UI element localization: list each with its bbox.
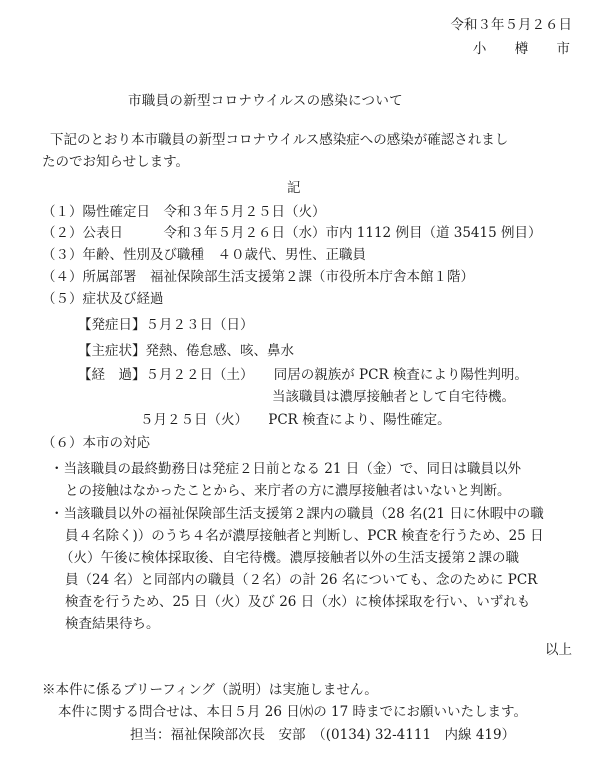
response-bullet-2-line-4: 員（24 名）と同部内の職員（２名）の計 26 名についても、念のために PCR [65, 572, 538, 588]
course-line-3: ５月２５日（火） PCR 検査により、陽性確定。 [140, 412, 451, 428]
course-line-1: 【経 過】５月２２日（土） 同居の親族が PCR 検査により陽性判明。 [78, 367, 528, 383]
response-bullet-2-line-1: ・当該職員以外の福祉保険部生活支援第２課内の職員（28 名(21 日に休暇中の職 [50, 506, 544, 522]
response-bullet-2-line-3: （火）午後に検体採取後、自宅待機。濃厚接触者以外の生活支援第２課の職 [60, 550, 519, 566]
main-symptoms: 【主症状】発熱、倦怠感、咳、鼻水 [78, 343, 294, 359]
item-4-department: （４）所属部署 福祉保険部生活支援第２課（市役所本庁舎本館１階） [42, 269, 474, 285]
contact-info: 担当：福祉保険部次長 安部 （(0134) 32-4111 内線 419） [130, 727, 516, 743]
intro-line-2: たのでお知らせします。 [42, 154, 190, 170]
response-bullet-2-line-6: 検査結果待ち。 [65, 616, 160, 632]
briefing-note: ※本件に係るブリーフィング（説明）は実施しません。 [42, 682, 378, 698]
inquiry-deadline: 本件に関する問合せは、本日５月 26 日㈬の 17 時までにお願いいたします。 [58, 704, 527, 720]
document-title: 市職員の新型コロナウイルスの感染について [128, 93, 403, 109]
intro-line-1: 下記のとおり本市職員の新型コロナウイルス感染症への感染が確認されまし [50, 132, 509, 148]
response-bullet-2-line-2: 員４名除く)）のうち４名が濃厚接触者と判断し、PCR 検査を行うため、25 日 [65, 528, 544, 544]
ki-heading: 記 [287, 180, 301, 196]
issue-date: 令和３年５月２６日 [450, 17, 572, 33]
response-bullet-1-line-1: ・当該職員の最終勤務日は発症２日前となる 21 日（金）で、同日は職員以外 [50, 461, 521, 477]
ijo-closing: 以上 [545, 642, 572, 658]
issuer-name: 小 樽 市 [472, 41, 582, 57]
course-line-2: 当該職員は濃厚接触者として自宅待機。 [272, 389, 515, 405]
item-6-city-response-heading: （６）本市の対応 [42, 435, 150, 451]
response-bullet-1-line-2: との接触はなかったことから、来庁者の方に濃厚接触者はいないと判断。 [65, 483, 511, 499]
item-1-confirmation-date: （１）陽性確定日 令和３年５月２５日（火） [42, 204, 326, 220]
onset-date: 【発症日】５月２３日（日） [78, 317, 254, 333]
item-2-announcement-date: （２）公表日 令和３年５月２６日（水）市内 1112 例目（道 35415 例目） [42, 225, 542, 241]
response-bullet-2-line-5: 検査を行うため、25 日（火）及び 26 日（水）に検体採取を行い、いずれも [65, 594, 531, 610]
item-5-symptoms-heading: （５）症状及び経過 [42, 291, 164, 307]
item-3-age-gender-job: （３）年齢、性別及び職種 ４０歳代、男性、正職員 [42, 247, 366, 263]
